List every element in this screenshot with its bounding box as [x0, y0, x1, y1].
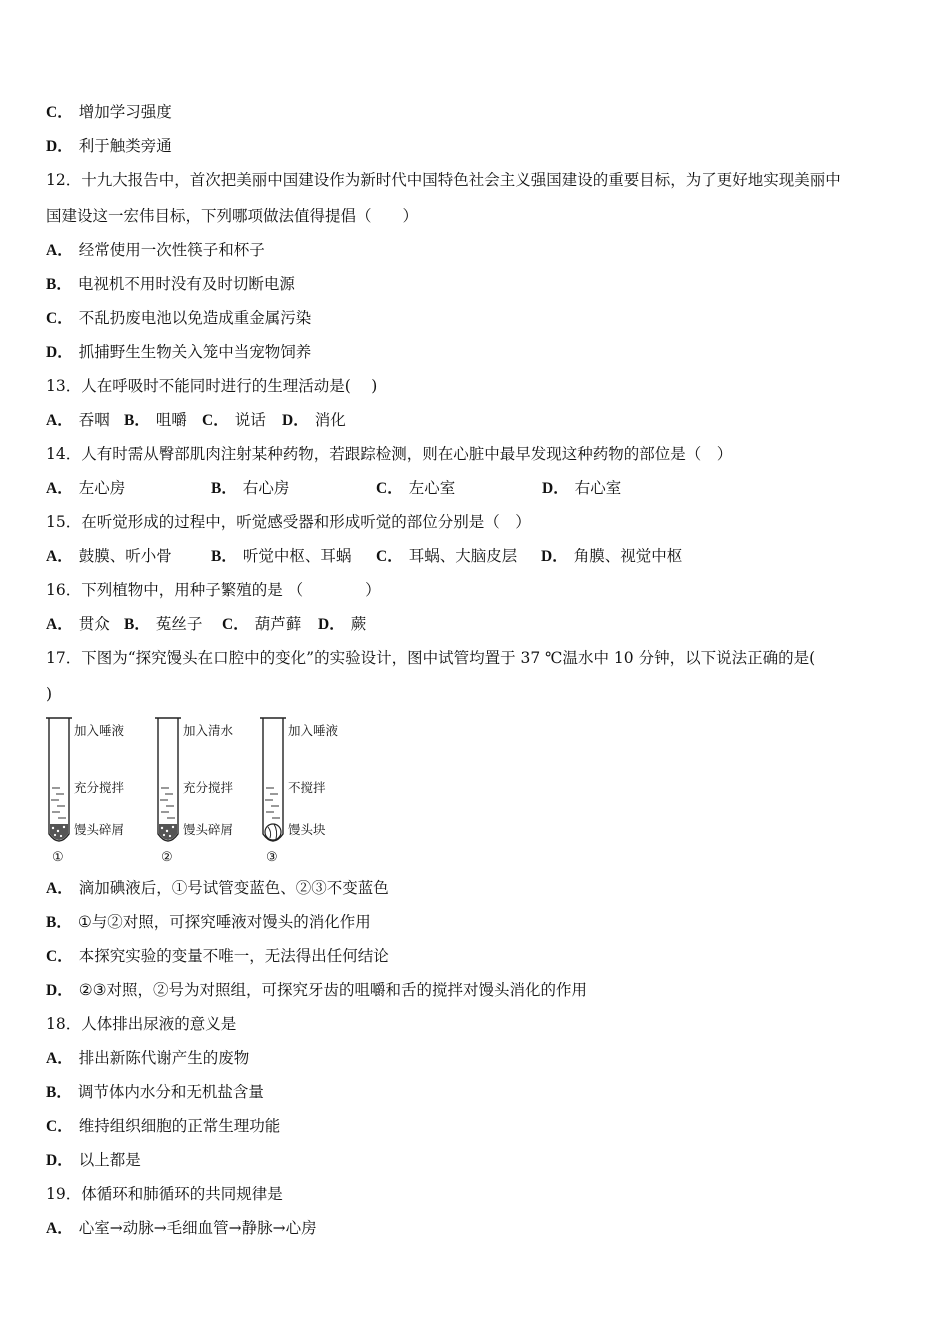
- q14-stem: 14．人有时需从臀部肌肉注射某种药物，若跟踪检测，则在心脏中最早发现这种药物的部位是（ ）: [46, 445, 733, 463]
- option-text: 消化: [314, 411, 346, 429]
- option-letter: D．: [542, 480, 569, 497]
- option-text: 说话: [234, 411, 266, 429]
- q14-option-d: [542, 478, 621, 499]
- q14-option-a: [46, 478, 211, 499]
- q16-stem: 16．下列植物中，用种子繁殖的是 （ ）: [46, 581, 381, 599]
- option-letter: C．: [202, 412, 229, 429]
- option-letter: A．: [46, 1220, 73, 1237]
- tube2-top-label: 加入清水: [183, 723, 234, 738]
- tube3-mid-label: 不搅拌: [288, 780, 326, 795]
- q12-option-c: [46, 308, 311, 329]
- option-letter: B．: [124, 412, 150, 429]
- option-text: 贯众: [78, 615, 110, 633]
- option-letter: B．: [46, 276, 72, 293]
- option-text: ①与②对照，可探究唾液对馒头的消化作用: [77, 913, 371, 931]
- option-text: 右心室: [574, 479, 622, 497]
- option-text: 维持组织细胞的正常生理功能: [78, 1117, 281, 1135]
- option-text: 菟丝子: [155, 615, 203, 633]
- option-letter: C．: [222, 616, 249, 633]
- q16-option-d: [318, 614, 366, 635]
- q17-option-a: [46, 878, 389, 899]
- option-text: ②③对照，②号为对照组，可探究牙齿的咀嚼和舌的搅拌对馒头消化的作用: [78, 981, 587, 999]
- option-text: 本探究实验的变量不唯一，无法得出任何结论: [78, 947, 389, 965]
- option-letter: B．: [211, 480, 237, 497]
- option-text: 左心室: [408, 479, 456, 497]
- test-tube-figure: [44, 716, 354, 866]
- option-text: 排出新陈代谢产生的废物: [78, 1049, 250, 1067]
- q16-options: [46, 614, 366, 635]
- option-letter: C．: [46, 948, 73, 965]
- option-text: 咀嚼: [155, 411, 187, 429]
- q15-stem: 15．在听觉形成的过程中，听觉感受器和形成听觉的部位分别是（ ）: [46, 513, 531, 531]
- tube1-mid-label: 充分搅拌: [74, 780, 125, 795]
- q14-option-b: [211, 478, 376, 499]
- option-text: 滴加碘液后，①号试管变蓝色、②③不变蓝色: [78, 879, 389, 897]
- tube1-bottom-label: 馒头碎屑: [74, 822, 125, 837]
- q13-option-c: [202, 410, 282, 431]
- q17-option-c: [46, 946, 389, 967]
- tube3-bottom-label: 馒头块: [288, 822, 326, 837]
- option-text: 蕨: [350, 615, 367, 633]
- option-text: 增加学习强度: [78, 103, 172, 121]
- q19-option-a: [46, 1218, 317, 1239]
- option-letter: C．: [376, 548, 403, 565]
- option-text: 经常使用一次性筷子和杯子: [78, 241, 265, 259]
- option-text: 耳蜗、大脑皮层: [408, 547, 518, 565]
- q13-stem: 13．人在呼吸时不能同时进行的生理活动是( ): [46, 377, 378, 395]
- q11-option-c: [46, 102, 172, 123]
- test-tube-1-icon: [44, 716, 74, 852]
- test-tube-3-icon: [258, 716, 288, 852]
- option-text: 以上都是: [78, 1151, 141, 1169]
- option-letter: C．: [46, 104, 73, 121]
- option-letter: B．: [46, 1084, 72, 1101]
- q16-option-b: [124, 614, 222, 635]
- option-letter: B．: [46, 914, 72, 931]
- q15-option-d: [541, 546, 682, 567]
- tube2-bottom-label: 馒头碎屑: [183, 822, 234, 837]
- option-text: 电视机不用时没有及时切断电源: [77, 275, 295, 293]
- q13-option-a: [46, 410, 124, 431]
- q17-stem-line2: ): [46, 685, 53, 703]
- option-letter: C．: [46, 1118, 73, 1135]
- q18-option-d: [46, 1150, 141, 1171]
- q15-option-c: [376, 546, 541, 567]
- option-letter: D．: [46, 138, 73, 155]
- option-letter: A．: [46, 480, 73, 497]
- option-letter: A．: [46, 412, 73, 429]
- option-letter: A．: [46, 548, 73, 565]
- tube3-number: ③: [266, 850, 278, 865]
- option-letter: C．: [376, 480, 403, 497]
- q12-option-a: [46, 240, 265, 261]
- option-letter: A．: [46, 616, 73, 633]
- option-text: 角膜、视觉中枢: [573, 547, 683, 565]
- q16-option-c: [222, 614, 318, 635]
- q19-stem: 19．体循环和肺循环的共同规律是: [46, 1185, 283, 1203]
- option-letter: D．: [46, 982, 73, 999]
- option-text: 抓捕野生生物关入笼中当宠物饲养: [78, 343, 312, 361]
- q15-options: [46, 546, 682, 567]
- option-letter: C．: [46, 310, 73, 327]
- option-letter: D．: [46, 344, 73, 361]
- tube1-top-label: 加入唾液: [74, 723, 125, 738]
- test-tube-2-icon: [153, 716, 183, 852]
- tube1-number: ①: [52, 850, 64, 865]
- q15-option-a: [46, 546, 211, 567]
- option-text: 左心房: [78, 479, 126, 497]
- option-letter: D．: [541, 548, 568, 565]
- q12-option-d: [46, 342, 311, 363]
- q12-stem-line2: 国建设这一宏伟目标，下列哪项做法值得提倡（ ）: [46, 207, 419, 225]
- q18-option-a: [46, 1048, 249, 1069]
- q12-option-b: [46, 274, 295, 295]
- option-letter: D．: [282, 412, 309, 429]
- option-letter: B．: [124, 616, 150, 633]
- q14-options: [46, 478, 621, 499]
- option-text: 右心房: [242, 479, 290, 497]
- option-letter: A．: [46, 242, 73, 259]
- option-text: 鼓膜、听小骨: [78, 547, 172, 565]
- option-letter: D．: [318, 616, 345, 633]
- tube2-mid-label: 充分搅拌: [183, 780, 234, 795]
- q17-stem-line1: 17．下图为“探究馒头在口腔中的变化”的实验设计，图中试管均置于 37 ℃温水中 10 分钟，以下说法正确的是(: [46, 649, 816, 667]
- q13-option-d: [282, 410, 346, 431]
- q17-option-d: [46, 980, 587, 1001]
- option-text: 不乱扔废电池以免造成重金属污染: [78, 309, 312, 327]
- option-text: 吞咽: [78, 411, 110, 429]
- q12-stem-line1: 12．十九大报告中，首次把美丽中国建设作为新时代中国特色社会主义强国建设的重要目标，为了更好地实现美丽中: [46, 171, 841, 189]
- q18-option-c: [46, 1116, 280, 1137]
- option-letter: D．: [46, 1152, 73, 1169]
- q16-option-a: [46, 614, 124, 635]
- option-letter: A．: [46, 880, 73, 897]
- option-letter: B．: [211, 548, 237, 565]
- option-text: 利于触类旁通: [78, 137, 172, 155]
- option-text: 葫芦藓: [254, 615, 302, 633]
- option-letter: A．: [46, 1050, 73, 1067]
- q18-stem: 18．人体排出尿液的意义是: [46, 1015, 237, 1033]
- tube2-number: ②: [161, 850, 173, 865]
- option-text: 心室→动脉→毛细血管→静脉→心房: [78, 1219, 317, 1237]
- option-text: 听觉中枢、耳蜗: [242, 547, 352, 565]
- q11-option-d: [46, 136, 172, 157]
- option-text: 调节体内水分和无机盐含量: [77, 1083, 264, 1101]
- q17-option-b: [46, 912, 371, 933]
- tube3-top-label: 加入唾液: [288, 723, 339, 738]
- q18-option-b: [46, 1082, 264, 1103]
- q13-option-b: [124, 410, 202, 431]
- q14-option-c: [376, 478, 542, 499]
- q13-options: [46, 410, 346, 431]
- q15-option-b: [211, 546, 376, 567]
